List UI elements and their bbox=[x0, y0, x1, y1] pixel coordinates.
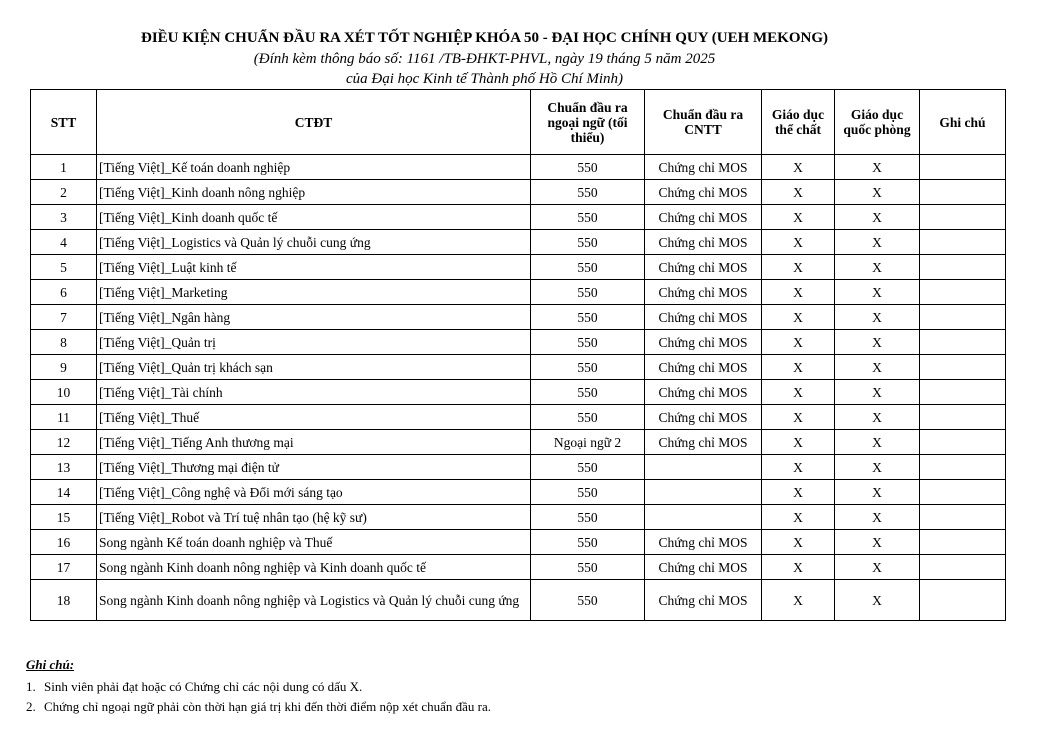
table-row bbox=[31, 480, 1006, 505]
cell-stt: 13 bbox=[31, 455, 97, 480]
table-row bbox=[31, 580, 1006, 621]
cell-it-requirement: Chứng chỉ MOS bbox=[645, 355, 762, 380]
cell-language-requirement: 550 bbox=[531, 205, 645, 230]
table-row bbox=[31, 280, 1006, 305]
cell-note bbox=[920, 455, 1006, 480]
cell-physical-education: X bbox=[762, 430, 835, 455]
cell-defense-education: X bbox=[835, 380, 920, 405]
cell-program: [Tiếng Việt]_Kế toán doanh nghiệp bbox=[97, 155, 531, 180]
graduation-requirements-table bbox=[30, 89, 1006, 621]
cell-program: [Tiếng Việt]_Công nghệ và Đổi mới sáng tạo bbox=[97, 480, 531, 505]
cell-physical-education: X bbox=[762, 230, 835, 255]
cell-physical-education: X bbox=[762, 205, 835, 230]
cell-defense-education: X bbox=[835, 355, 920, 380]
cell-it-requirement: Chứng chỉ MOS bbox=[645, 255, 762, 280]
cell-language-requirement: 550 bbox=[531, 555, 645, 580]
cell-stt: 5 bbox=[31, 255, 97, 280]
cell-program: [Tiếng Việt]_Luật kinh tế bbox=[97, 255, 531, 280]
cell-it-requirement: Chứng chỉ MOS bbox=[645, 405, 762, 430]
cell-note bbox=[920, 555, 1006, 580]
cell-program: Song ngành Kinh doanh nông nghiệp và Logistics và Quản lý chuỗi cung ứng bbox=[97, 580, 531, 621]
cell-note bbox=[920, 155, 1006, 180]
header-gdtc: Giáo dục thể chất bbox=[762, 90, 835, 155]
cell-program: [Tiếng Việt]_Quản trị khách sạn bbox=[97, 355, 531, 380]
cell-physical-education: X bbox=[762, 580, 835, 621]
cell-physical-education: X bbox=[762, 405, 835, 430]
cell-physical-education: X bbox=[762, 280, 835, 305]
cell-note bbox=[920, 230, 1006, 255]
cell-defense-education: X bbox=[835, 580, 920, 621]
header-ngoai-ngu: Chuẩn đầu ra ngoại ngữ (tối thiểu) bbox=[531, 90, 645, 155]
table-header-row bbox=[31, 90, 1006, 155]
table-row bbox=[31, 555, 1006, 580]
cell-program: [Tiếng Việt]_Logistics và Quản lý chuỗi cung ứng bbox=[97, 230, 531, 255]
cell-stt: 3 bbox=[31, 205, 97, 230]
cell-program: [Tiếng Việt]_Kinh doanh quốc tế bbox=[97, 205, 531, 230]
table-row bbox=[31, 380, 1006, 405]
cell-it-requirement: Chứng chỉ MOS bbox=[645, 430, 762, 455]
cell-language-requirement: 550 bbox=[531, 505, 645, 530]
cell-it-requirement: Chứng chỉ MOS bbox=[645, 330, 762, 355]
cell-program: [Tiếng Việt]_Marketing bbox=[97, 280, 531, 305]
cell-it-requirement: Chứng chỉ MOS bbox=[645, 230, 762, 255]
cell-it-requirement: Chứng chỉ MOS bbox=[645, 280, 762, 305]
table-row bbox=[31, 430, 1006, 455]
cell-defense-education: X bbox=[835, 255, 920, 280]
document-subtitle-issuer: của Đại học Kinh tế Thành phố Hồ Chí Minh) bbox=[345, 71, 624, 87]
cell-language-requirement: 550 bbox=[531, 280, 645, 305]
cell-stt: 10 bbox=[31, 380, 97, 405]
header-cntt: Chuẩn đầu ra CNTT bbox=[645, 90, 762, 155]
cell-program: [Tiếng Việt]_Kinh doanh nông nghiệp bbox=[97, 180, 531, 205]
cell-defense-education: X bbox=[835, 430, 920, 455]
note-item bbox=[26, 677, 491, 696]
note-item bbox=[26, 697, 491, 716]
cell-language-requirement: 550 bbox=[531, 530, 645, 555]
cell-note bbox=[920, 430, 1006, 455]
cell-program: [Tiếng Việt]_Robot và Trí tuệ nhân tạo (hệ kỹ sư) bbox=[97, 505, 531, 530]
cell-it-requirement: Chứng chỉ MOS bbox=[645, 305, 762, 330]
cell-physical-education: X bbox=[762, 530, 835, 555]
table-row bbox=[31, 505, 1006, 530]
cell-stt: 11 bbox=[31, 405, 97, 430]
cell-language-requirement: 550 bbox=[531, 230, 645, 255]
cell-defense-education: X bbox=[835, 230, 920, 255]
header-ctdt: CTĐT bbox=[97, 90, 531, 155]
cell-physical-education: X bbox=[762, 255, 835, 280]
cell-stt: 6 bbox=[31, 280, 97, 305]
cell-note bbox=[920, 505, 1006, 530]
cell-note bbox=[920, 255, 1006, 280]
cell-defense-education: X bbox=[835, 530, 920, 555]
cell-language-requirement: 550 bbox=[531, 330, 645, 355]
cell-program: [Tiếng Việt]_Thương mại điện tử bbox=[97, 455, 531, 480]
cell-physical-education: X bbox=[762, 505, 835, 530]
cell-physical-education: X bbox=[762, 480, 835, 505]
note-number: 2. bbox=[26, 699, 36, 714]
header-ghi-chu: Ghi chú bbox=[920, 90, 1006, 155]
cell-language-requirement: 550 bbox=[531, 355, 645, 380]
cell-note bbox=[920, 205, 1006, 230]
table-row bbox=[31, 255, 1006, 280]
cell-physical-education: X bbox=[762, 380, 835, 405]
note-text: Chứng chỉ ngoại ngữ phải còn thời hạn giá trị khi đến thời điểm nộp xét chuẩn đầu ra. bbox=[44, 699, 491, 714]
cell-defense-education: X bbox=[835, 280, 920, 305]
cell-defense-education: X bbox=[835, 405, 920, 430]
table-row bbox=[31, 330, 1006, 355]
cell-physical-education: X bbox=[762, 455, 835, 480]
cell-defense-education: X bbox=[835, 205, 920, 230]
cell-stt: 1 bbox=[31, 155, 97, 180]
cell-physical-education: X bbox=[762, 305, 835, 330]
cell-it-requirement: Chứng chỉ MOS bbox=[645, 530, 762, 555]
cell-language-requirement: 550 bbox=[531, 305, 645, 330]
document-title: ĐIỀU KIỆN CHUẨN ĐẦU RA XÉT TỐT NGHIỆP KHÓA 50 - ĐẠI HỌC CHÍNH QUY (UEH MEKONG) bbox=[140, 30, 828, 46]
note-text: Sinh viên phải đạt hoặc có Chứng chỉ các nội dung có dấu X. bbox=[44, 679, 363, 694]
table-row bbox=[31, 530, 1006, 555]
cell-defense-education: X bbox=[835, 555, 920, 580]
cell-program: [Tiếng Việt]_Tài chính bbox=[97, 380, 531, 405]
cell-physical-education: X bbox=[762, 330, 835, 355]
table-row bbox=[31, 180, 1006, 205]
cell-physical-education: X bbox=[762, 355, 835, 380]
cell-it-requirement: Chứng chỉ MOS bbox=[645, 205, 762, 230]
cell-defense-education: X bbox=[835, 505, 920, 530]
cell-stt: 18 bbox=[31, 580, 97, 621]
notes-title: Ghi chú: bbox=[26, 657, 75, 672]
cell-note bbox=[920, 355, 1006, 380]
cell-stt: 12 bbox=[31, 430, 97, 455]
cell-it-requirement: Chứng chỉ MOS bbox=[645, 180, 762, 205]
cell-it-requirement: Chứng chỉ MOS bbox=[645, 555, 762, 580]
cell-program: Song ngành Kinh doanh nông nghiệp và Kinh doanh quốc tế bbox=[97, 555, 531, 580]
cell-it-requirement: Chứng chỉ MOS bbox=[645, 580, 762, 621]
cell-stt: 9 bbox=[31, 355, 97, 380]
cell-language-requirement: Ngoại ngữ 2 bbox=[531, 430, 645, 455]
cell-language-requirement: 550 bbox=[531, 580, 645, 621]
table-row bbox=[31, 405, 1006, 430]
cell-defense-education: X bbox=[835, 180, 920, 205]
cell-language-requirement: 550 bbox=[531, 480, 645, 505]
table-row bbox=[31, 305, 1006, 330]
cell-defense-education: X bbox=[835, 330, 920, 355]
cell-it-requirement: Chứng chỉ MOS bbox=[645, 155, 762, 180]
table-body bbox=[31, 155, 1006, 621]
table-row bbox=[31, 455, 1006, 480]
cell-it-requirement bbox=[645, 505, 762, 530]
table-row bbox=[31, 355, 1006, 380]
cell-language-requirement: 550 bbox=[531, 155, 645, 180]
cell-stt: 7 bbox=[31, 305, 97, 330]
cell-physical-education: X bbox=[762, 555, 835, 580]
cell-program: [Tiếng Việt]_Quản trị bbox=[97, 330, 531, 355]
cell-stt: 14 bbox=[31, 480, 97, 505]
cell-it-requirement bbox=[645, 480, 762, 505]
cell-note bbox=[920, 305, 1006, 330]
cell-it-requirement: Chứng chỉ MOS bbox=[645, 380, 762, 405]
cell-program: Song ngành Kế toán doanh nghiệp và Thuế bbox=[97, 530, 531, 555]
cell-note bbox=[920, 580, 1006, 621]
cell-stt: 2 bbox=[31, 180, 97, 205]
cell-defense-education: X bbox=[835, 480, 920, 505]
cell-note bbox=[920, 480, 1006, 505]
document-subtitle-reference: (Đính kèm thông báo số: 1161 /TB-ĐHKT-PHVL, ngày 19 tháng 5 năm 2025 bbox=[253, 51, 716, 67]
cell-note bbox=[920, 330, 1006, 355]
cell-stt: 15 bbox=[31, 505, 97, 530]
cell-it-requirement bbox=[645, 455, 762, 480]
cell-note bbox=[920, 380, 1006, 405]
cell-stt: 17 bbox=[31, 555, 97, 580]
cell-program: [Tiếng Việt]_Thuế bbox=[97, 405, 531, 430]
header-stt: STT bbox=[31, 90, 97, 155]
cell-language-requirement: 550 bbox=[531, 405, 645, 430]
table-row bbox=[31, 155, 1006, 180]
cell-note bbox=[920, 280, 1006, 305]
cell-defense-education: X bbox=[835, 305, 920, 330]
cell-program: [Tiếng Việt]_Ngân hàng bbox=[97, 305, 531, 330]
cell-defense-education: X bbox=[835, 455, 920, 480]
cell-note bbox=[920, 180, 1006, 205]
note-number: 1. bbox=[26, 679, 36, 694]
cell-stt: 8 bbox=[31, 330, 97, 355]
table-row bbox=[31, 205, 1006, 230]
cell-language-requirement: 550 bbox=[531, 255, 645, 280]
cell-stt: 16 bbox=[31, 530, 97, 555]
cell-note bbox=[920, 530, 1006, 555]
cell-note bbox=[920, 405, 1006, 430]
cell-stt: 4 bbox=[31, 230, 97, 255]
header-gdqp: Giáo dục quốc phòng bbox=[835, 90, 920, 155]
cell-defense-education: X bbox=[835, 155, 920, 180]
cell-physical-education: X bbox=[762, 180, 835, 205]
cell-program: [Tiếng Việt]_Tiếng Anh thương mại bbox=[97, 430, 531, 455]
table-row bbox=[31, 230, 1006, 255]
cell-language-requirement: 550 bbox=[531, 455, 645, 480]
cell-language-requirement: 550 bbox=[531, 180, 645, 205]
cell-language-requirement: 550 bbox=[531, 380, 645, 405]
cell-physical-education: X bbox=[762, 155, 835, 180]
notes-section bbox=[26, 657, 491, 717]
